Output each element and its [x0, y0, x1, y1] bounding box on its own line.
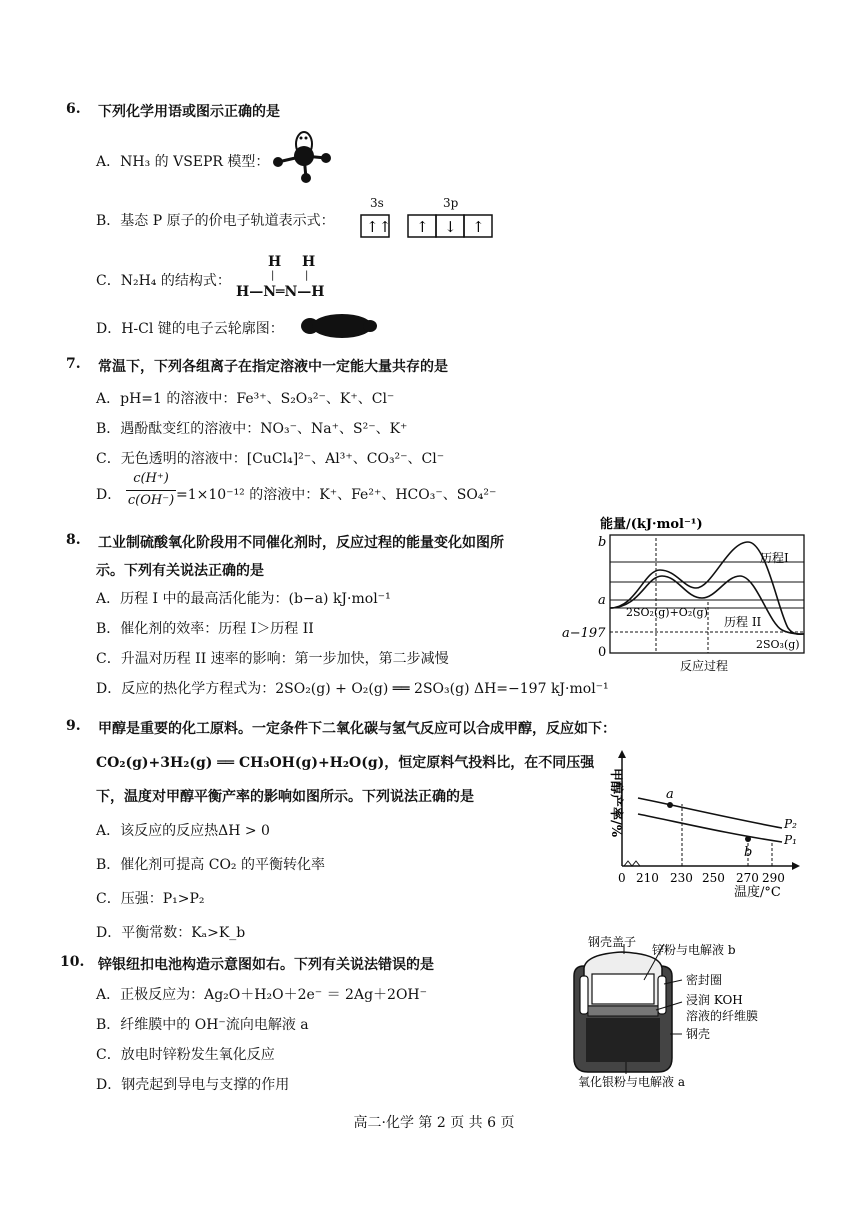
q9-stem-line3: 下，温度对甲醇平衡产率的影响如图所示。下列说法正确的是 — [96, 789, 474, 805]
q10-number: 10. — [60, 954, 85, 970]
p2-curve — [638, 798, 782, 828]
q9-option-b: B．催化剂可提高 CO₂ 的平衡转化率 — [96, 857, 325, 873]
svg-text:b: b — [744, 845, 753, 860]
svg-text:↑↑: ↑↑ — [366, 218, 392, 236]
label-path-1: 历程I — [760, 551, 789, 565]
q7-fraction-denominator: c(OH⁻) — [127, 493, 175, 508]
label-product: 2SO₃(g) — [756, 638, 800, 651]
q9-stem-line1: 甲醇是重要的化工原料。一定条件下二氧化碳与氢气反应可以合成甲醇，反应如下： — [98, 721, 616, 737]
structure-h-top-left: H — [268, 254, 282, 270]
q9-number: 9. — [66, 718, 81, 734]
q10-option-b: B．纤维膜中的 OH⁻流向电解液 a — [96, 1017, 309, 1033]
svg-text:0: 0 — [618, 871, 626, 885]
svg-text:0: 0 — [598, 645, 607, 660]
q10-option-a: A．正极反应为：Ag₂O＋H₂O＋2e⁻ ＝ 2Ag＋2OH⁻ — [96, 987, 428, 1003]
svg-text:230: 230 — [670, 871, 693, 885]
label-silver: 氧化银粉与电解液 a — [578, 1075, 685, 1088]
q9-option-d: D．平衡常数：Kₐ>K_b — [96, 925, 246, 941]
q6-option-a: A．NH₃ 的 VSEPR 模型： — [96, 154, 270, 170]
nitrogen-atom — [294, 146, 314, 166]
orbital-3s-label: 3s — [370, 196, 384, 210]
energy-profile-chart — [556, 510, 812, 675]
q8-option-b: B．催化剂的效率：历程 I＞历程 II — [96, 621, 314, 637]
chart-x-label: 反应过程 — [680, 659, 729, 673]
q9-option-c: C．压强：P₁>P₂ — [96, 891, 205, 907]
label-seal: 密封圈 — [686, 973, 723, 987]
q9-stem-line2: CO₂(g)+3H₂(g) ══ CH₃OH(g)+H₂O(g)，恒定原料气投料比，在不同压强 — [96, 755, 595, 771]
q6-number: 6. — [66, 101, 81, 117]
label-zinc: 锌粉与电解液 b — [652, 943, 736, 957]
q7-option-b: B．遇酚酞变红的溶液中：NO₃⁻、Na⁺、S²⁻、K⁺ — [96, 421, 408, 437]
svg-text:a: a — [666, 787, 674, 802]
svg-text:210: 210 — [636, 871, 659, 885]
svg-text:b: b — [598, 535, 607, 550]
q6-option-c: C．N₂H₄ 的结构式： — [96, 273, 231, 289]
q10-stem: 锌银纽扣电池构造示意图如右。下列有关说法错误的是 — [98, 957, 434, 973]
orbital-3p-label: 3p — [443, 196, 459, 210]
vsepr-model-image — [268, 128, 338, 188]
q7-option-d: =1×10⁻¹² 的溶液中：K⁺、Fe²⁺、HCO₃⁻、SO₄²⁻ — [176, 487, 497, 503]
q7-stem: 常温下，下列各组离子在指定溶液中一定能大量共存的是 — [98, 359, 448, 375]
q8-number: 8. — [66, 532, 81, 548]
svg-text:↑: ↑ — [416, 218, 429, 236]
chart-y-label: 能量/(kJ·mol⁻¹) — [600, 517, 703, 532]
q8-stem-line1: 工业制硫酸氧化阶段用不同催化剂时，反应过程的能量变化如图所 — [98, 535, 504, 551]
orbital-diagram — [360, 214, 496, 240]
path-2-curve — [610, 576, 804, 634]
page-footer: 高二·化学 第 2 页 共 6 页 — [353, 1115, 515, 1131]
label-membrane-1: 浸润 KOH — [686, 993, 743, 1007]
structure-chain: H—N═N—H — [236, 284, 325, 300]
label-shell: 钢壳 — [686, 1027, 711, 1041]
svg-text:↑: ↑ — [472, 218, 485, 236]
q7-fraction-numerator: c(H⁺) — [133, 471, 169, 486]
q10-option-c: C．放电时锌粉发生氧化反应 — [96, 1047, 275, 1063]
label-cap: 钢壳盖子 — [588, 936, 637, 949]
svg-text:290: 290 — [762, 871, 785, 885]
q9-option-a: A．该反应的反应热ΔH > 0 — [96, 823, 270, 839]
q8-option-a: A．历程 I 中的最高活化能为：(b−a) kJ·mol⁻¹ — [96, 591, 391, 607]
svg-text:250: 250 — [702, 871, 725, 885]
svg-text:P₁: P₁ — [784, 833, 797, 847]
p1-curve — [638, 814, 782, 842]
q7-option-a: A．pH=1 的溶液中：Fe³⁺、S₂O₃²⁻、K⁺、Cl⁻ — [96, 391, 395, 407]
chart-y-label: 甲醇产率/% — [608, 768, 623, 838]
label-reactant: 2SO₂(g)+O₂(g) — [626, 606, 708, 619]
q7-option-c: C．无色透明的溶液中：[CuCl₄]²⁻、Al³⁺、CO₃²⁻、Cl⁻ — [96, 451, 445, 467]
q8-option-d: D．反应的热化学方程式为：2SO₂(g) + O₂(g) ══ 2SO₃(g) ΔH=−197 kJ·mol⁻¹ — [96, 681, 609, 697]
q7-number: 7. — [66, 356, 81, 372]
q6-option-d: D．H-Cl 键的电子云轮廓图： — [96, 321, 284, 337]
q10-option-d: D．钢壳起到导电与支撑的作用 — [96, 1077, 290, 1093]
label-path-2: 历程 II — [724, 615, 762, 629]
electron-cloud-image — [298, 313, 380, 339]
chart-x-label: 温度/°C — [734, 885, 781, 898]
q8-option-c: C．升温对历程 II 速率的影响：第一步加快，第二步减慢 — [96, 651, 449, 667]
label-membrane-2: 溶液的纤维膜 — [686, 1009, 759, 1023]
q6-stem: 下列化学用语或图示正确的是 — [98, 104, 280, 120]
svg-text:a−197: a−197 — [562, 626, 606, 641]
button-cell-diagram — [566, 936, 782, 1088]
q7-option-d-prefix: D． — [96, 487, 122, 503]
svg-text:P₂: P₂ — [784, 817, 797, 831]
methanol-yield-chart — [598, 748, 806, 898]
svg-text:a: a — [598, 593, 606, 608]
svg-text:270: 270 — [736, 871, 759, 885]
svg-text:↓: ↓ — [444, 218, 457, 236]
q6-option-b: B．基态 P 原子的价电子轨道表示式： — [96, 213, 335, 229]
q8-stem-line2: 示。下列有关说法正确的是 — [96, 563, 264, 579]
structure-h-top-right: H — [302, 254, 316, 270]
